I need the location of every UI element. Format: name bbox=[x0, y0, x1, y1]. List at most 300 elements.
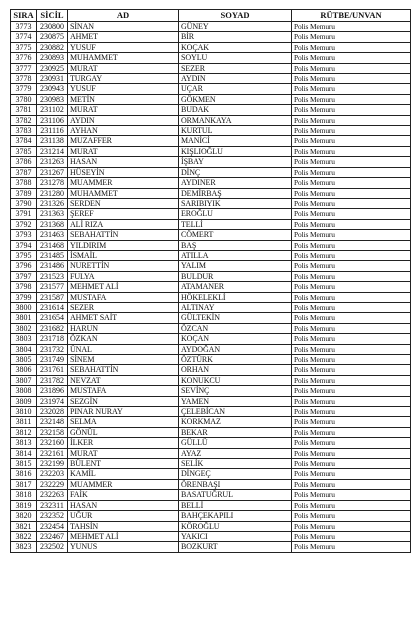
table-row bbox=[11, 63, 411, 73]
table-row bbox=[11, 323, 411, 333]
column-header-sira: SIRA bbox=[11, 10, 37, 22]
cell-sicil: 231485 bbox=[37, 250, 68, 260]
cell-ad: AHMET SAİT bbox=[68, 313, 179, 323]
cell-soyad: KONUKCU bbox=[179, 375, 292, 385]
cell-sira: 3793 bbox=[11, 230, 37, 240]
cell-soyad: ORHAN bbox=[179, 365, 292, 375]
cell-sira: 3823 bbox=[11, 542, 37, 552]
cell-ad: İSMAİL bbox=[68, 250, 179, 260]
cell-ad: PINAR NURAY bbox=[68, 407, 179, 417]
table-row bbox=[11, 448, 411, 458]
cell-soyad: MANİCİ bbox=[179, 136, 292, 146]
cell-rutbe: Polis Memuru bbox=[292, 136, 411, 146]
cell-rutbe: Polis Memuru bbox=[292, 459, 411, 469]
cell-sira: 3820 bbox=[11, 511, 37, 521]
cell-soyad: KURTUL bbox=[179, 126, 292, 136]
table-row bbox=[11, 53, 411, 63]
table-row bbox=[11, 292, 411, 302]
cell-sira: 3779 bbox=[11, 84, 37, 94]
cell-ad: SEZER bbox=[68, 302, 179, 312]
cell-rutbe: Polis Memuru bbox=[292, 230, 411, 240]
table-body bbox=[11, 22, 411, 553]
table-row bbox=[11, 209, 411, 219]
cell-sira: 3796 bbox=[11, 261, 37, 271]
cell-sira: 3809 bbox=[11, 396, 37, 406]
cell-sira: 3807 bbox=[11, 375, 37, 385]
cell-soyad: GÖKMEN bbox=[179, 94, 292, 104]
cell-ad: FULYA bbox=[68, 271, 179, 281]
cell-rutbe: Polis Memuru bbox=[292, 438, 411, 448]
cell-sira: 3783 bbox=[11, 126, 37, 136]
cell-soyad: BASATUĞRUL bbox=[179, 490, 292, 500]
table-row bbox=[11, 365, 411, 375]
table-row bbox=[11, 375, 411, 385]
cell-sira: 3814 bbox=[11, 448, 37, 458]
cell-soyad: SEZER bbox=[179, 63, 292, 73]
cell-sicil: 231614 bbox=[37, 302, 68, 312]
cell-sira: 3801 bbox=[11, 313, 37, 323]
cell-ad: SEBAHATTİN bbox=[68, 230, 179, 240]
table-row bbox=[11, 167, 411, 177]
cell-rutbe: Polis Memuru bbox=[292, 63, 411, 73]
cell-rutbe: Polis Memuru bbox=[292, 479, 411, 489]
cell-sira: 3794 bbox=[11, 240, 37, 250]
cell-sicil: 232263 bbox=[37, 490, 68, 500]
cell-soyad: ATAMANER bbox=[179, 282, 292, 292]
cell-soyad: SELİK bbox=[179, 459, 292, 469]
cell-sicil: 232148 bbox=[37, 417, 68, 427]
cell-sira: 3791 bbox=[11, 209, 37, 219]
cell-sicil: 232028 bbox=[37, 407, 68, 417]
cell-rutbe: Polis Memuru bbox=[292, 355, 411, 365]
cell-sicil: 230943 bbox=[37, 84, 68, 94]
cell-ad: MUAMMER bbox=[68, 479, 179, 489]
cell-sicil: 231102 bbox=[37, 105, 68, 115]
cell-ad: AYHAN bbox=[68, 126, 179, 136]
cell-soyad: DİNGEÇ bbox=[179, 469, 292, 479]
cell-soyad: KOÇAK bbox=[179, 42, 292, 52]
cell-soyad: SARIBIYIK bbox=[179, 198, 292, 208]
table-row bbox=[11, 105, 411, 115]
cell-sicil: 231486 bbox=[37, 261, 68, 271]
cell-sicil: 230931 bbox=[37, 74, 68, 84]
cell-soyad: ÖZCAN bbox=[179, 323, 292, 333]
cell-soyad: İŞBAY bbox=[179, 157, 292, 167]
cell-sicil: 232229 bbox=[37, 479, 68, 489]
cell-ad: YUSUF bbox=[68, 84, 179, 94]
cell-soyad: ATILLA bbox=[179, 250, 292, 260]
cell-sicil: 231718 bbox=[37, 334, 68, 344]
table-row bbox=[11, 490, 411, 500]
cell-ad: GÖNÜL bbox=[68, 427, 179, 437]
cell-ad: HÜSEYİN bbox=[68, 167, 179, 177]
cell-sicil: 231116 bbox=[37, 126, 68, 136]
table-row bbox=[11, 500, 411, 510]
cell-sira: 3817 bbox=[11, 479, 37, 489]
column-header-soyad: SOYAD bbox=[179, 10, 292, 22]
cell-sira: 3806 bbox=[11, 365, 37, 375]
cell-ad: UĞUR bbox=[68, 511, 179, 521]
table-row bbox=[11, 427, 411, 437]
table-row bbox=[11, 469, 411, 479]
cell-ad: NEVZAT bbox=[68, 375, 179, 385]
table-row bbox=[11, 22, 411, 32]
cell-sicil: 232161 bbox=[37, 448, 68, 458]
cell-sicil: 231138 bbox=[37, 136, 68, 146]
cell-rutbe: Polis Memuru bbox=[292, 511, 411, 521]
cell-sicil: 232352 bbox=[37, 511, 68, 521]
cell-sicil: 231587 bbox=[37, 292, 68, 302]
cell-ad: SİNEM bbox=[68, 355, 179, 365]
cell-rutbe: Polis Memuru bbox=[292, 313, 411, 323]
cell-rutbe: Polis Memuru bbox=[292, 250, 411, 260]
cell-soyad: TELLİ bbox=[179, 219, 292, 229]
cell-ad: AYDIN bbox=[68, 115, 179, 125]
cell-ad: SEZGİN bbox=[68, 396, 179, 406]
cell-sira: 3808 bbox=[11, 386, 37, 396]
cell-ad: TAHSİN bbox=[68, 521, 179, 531]
table-row bbox=[11, 479, 411, 489]
cell-ad: MURAT bbox=[68, 146, 179, 156]
cell-soyad: AYDOĞAN bbox=[179, 344, 292, 354]
cell-ad: METİN bbox=[68, 94, 179, 104]
cell-ad: ŞEREF bbox=[68, 209, 179, 219]
cell-sicil: 231654 bbox=[37, 313, 68, 323]
cell-rutbe: Polis Memuru bbox=[292, 115, 411, 125]
cell-rutbe: Polis Memuru bbox=[292, 292, 411, 302]
cell-sira: 3811 bbox=[11, 417, 37, 427]
cell-soyad: DEMİRBAŞ bbox=[179, 188, 292, 198]
cell-soyad: CÖMERT bbox=[179, 230, 292, 240]
column-header-ad: AD bbox=[68, 10, 179, 22]
cell-sira: 3785 bbox=[11, 146, 37, 156]
document-page bbox=[0, 9, 418, 553]
table-row bbox=[11, 115, 411, 125]
cell-sira: 3821 bbox=[11, 521, 37, 531]
cell-soyad: BELLİ bbox=[179, 500, 292, 510]
cell-ad: MUSTAFA bbox=[68, 386, 179, 396]
cell-rutbe: Polis Memuru bbox=[292, 146, 411, 156]
cell-rutbe: Polis Memuru bbox=[292, 469, 411, 479]
cell-soyad: KIŞLIOĞLU bbox=[179, 146, 292, 156]
cell-ad: TURGAY bbox=[68, 74, 179, 84]
cell-rutbe: Polis Memuru bbox=[292, 198, 411, 208]
cell-sira: 3813 bbox=[11, 438, 37, 448]
table-row bbox=[11, 511, 411, 521]
table-row bbox=[11, 240, 411, 250]
cell-ad: BÜLENT bbox=[68, 459, 179, 469]
cell-sira: 3774 bbox=[11, 32, 37, 42]
cell-rutbe: Polis Memuru bbox=[292, 94, 411, 104]
cell-sicil: 231682 bbox=[37, 323, 68, 333]
cell-sira: 3782 bbox=[11, 115, 37, 125]
cell-rutbe: Polis Memuru bbox=[292, 157, 411, 167]
cell-ad: ALİ RIZA bbox=[68, 219, 179, 229]
cell-sicil: 230875 bbox=[37, 32, 68, 42]
cell-ad: HARUN bbox=[68, 323, 179, 333]
cell-sicil: 230925 bbox=[37, 63, 68, 73]
cell-sicil: 231214 bbox=[37, 146, 68, 156]
cell-rutbe: Polis Memuru bbox=[292, 531, 411, 541]
cell-sicil: 231267 bbox=[37, 167, 68, 177]
cell-rutbe: Polis Memuru bbox=[292, 500, 411, 510]
cell-ad: SİNAN bbox=[68, 22, 179, 32]
table-row bbox=[11, 459, 411, 469]
cell-soyad: UÇAR bbox=[179, 84, 292, 94]
cell-sira: 3778 bbox=[11, 74, 37, 84]
cell-rutbe: Polis Memuru bbox=[292, 490, 411, 500]
table-row bbox=[11, 32, 411, 42]
table-row bbox=[11, 302, 411, 312]
cell-ad: YUNUS bbox=[68, 542, 179, 552]
cell-ad: MEHMET ALİ bbox=[68, 282, 179, 292]
cell-sira: 3799 bbox=[11, 292, 37, 302]
cell-rutbe: Polis Memuru bbox=[292, 126, 411, 136]
cell-sicil: 231577 bbox=[37, 282, 68, 292]
cell-sicil: 231896 bbox=[37, 386, 68, 396]
cell-soyad: BAŞ bbox=[179, 240, 292, 250]
cell-sira: 3818 bbox=[11, 490, 37, 500]
table-row bbox=[11, 417, 411, 427]
cell-sicil: 231974 bbox=[37, 396, 68, 406]
personnel-table bbox=[10, 9, 411, 553]
cell-sira: 3784 bbox=[11, 136, 37, 146]
cell-rutbe: Polis Memuru bbox=[292, 84, 411, 94]
table-row bbox=[11, 146, 411, 156]
cell-rutbe: Polis Memuru bbox=[292, 417, 411, 427]
cell-rutbe: Polis Memuru bbox=[292, 22, 411, 32]
cell-soyad: ÖRENBAŞI bbox=[179, 479, 292, 489]
cell-sicil: 231761 bbox=[37, 365, 68, 375]
cell-sicil: 231368 bbox=[37, 219, 68, 229]
cell-rutbe: Polis Memuru bbox=[292, 167, 411, 177]
cell-sicil: 230882 bbox=[37, 42, 68, 52]
cell-sira: 3819 bbox=[11, 500, 37, 510]
cell-rutbe: Polis Memuru bbox=[292, 344, 411, 354]
cell-sicil: 231749 bbox=[37, 355, 68, 365]
cell-rutbe: Polis Memuru bbox=[292, 188, 411, 198]
table-row bbox=[11, 407, 411, 417]
cell-rutbe: Polis Memuru bbox=[292, 448, 411, 458]
cell-rutbe: Polis Memuru bbox=[292, 386, 411, 396]
cell-soyad: KORKMAZ bbox=[179, 417, 292, 427]
cell-ad: MUSTAFA bbox=[68, 292, 179, 302]
cell-rutbe: Polis Memuru bbox=[292, 209, 411, 219]
table-row bbox=[11, 531, 411, 541]
cell-rutbe: Polis Memuru bbox=[292, 261, 411, 271]
cell-rutbe: Polis Memuru bbox=[292, 219, 411, 229]
cell-rutbe: Polis Memuru bbox=[292, 53, 411, 63]
table-row bbox=[11, 386, 411, 396]
cell-soyad: ÖZTÜRK bbox=[179, 355, 292, 365]
table-row bbox=[11, 94, 411, 104]
table-row bbox=[11, 261, 411, 271]
table-row bbox=[11, 42, 411, 52]
cell-rutbe: Polis Memuru bbox=[292, 365, 411, 375]
cell-rutbe: Polis Memuru bbox=[292, 542, 411, 552]
cell-sira: 3786 bbox=[11, 157, 37, 167]
cell-sira: 3773 bbox=[11, 22, 37, 32]
table-row bbox=[11, 230, 411, 240]
cell-rutbe: Polis Memuru bbox=[292, 302, 411, 312]
cell-ad: YUSUF bbox=[68, 42, 179, 52]
cell-soyad: ORMANKAYA bbox=[179, 115, 292, 125]
cell-sira: 3777 bbox=[11, 63, 37, 73]
cell-sicil: 232454 bbox=[37, 521, 68, 531]
cell-ad: SEBAHATTİN bbox=[68, 365, 179, 375]
cell-soyad: EROĞLU bbox=[179, 209, 292, 219]
cell-sicil: 231468 bbox=[37, 240, 68, 250]
cell-rutbe: Polis Memuru bbox=[292, 105, 411, 115]
cell-sicil: 231106 bbox=[37, 115, 68, 125]
cell-sira: 3789 bbox=[11, 188, 37, 198]
cell-sira: 3775 bbox=[11, 42, 37, 52]
cell-soyad: YALIM bbox=[179, 261, 292, 271]
cell-sira: 3812 bbox=[11, 427, 37, 437]
column-header-rutbe: RÜTBE/UNVAN bbox=[292, 10, 411, 22]
cell-ad: MUHAMMET bbox=[68, 53, 179, 63]
cell-rutbe: Polis Memuru bbox=[292, 396, 411, 406]
cell-sicil: 232311 bbox=[37, 500, 68, 510]
cell-rutbe: Polis Memuru bbox=[292, 375, 411, 385]
cell-soyad: AYAZ bbox=[179, 448, 292, 458]
cell-sicil: 232199 bbox=[37, 459, 68, 469]
cell-sicil: 232467 bbox=[37, 531, 68, 541]
cell-sira: 3805 bbox=[11, 355, 37, 365]
cell-sicil: 231280 bbox=[37, 188, 68, 198]
cell-sicil: 232160 bbox=[37, 438, 68, 448]
cell-rutbe: Polis Memuru bbox=[292, 427, 411, 437]
cell-sicil: 230800 bbox=[37, 22, 68, 32]
cell-sira: 3792 bbox=[11, 219, 37, 229]
cell-ad: HASAN bbox=[68, 500, 179, 510]
cell-sira: 3802 bbox=[11, 323, 37, 333]
table-row bbox=[11, 250, 411, 260]
cell-sira: 3822 bbox=[11, 531, 37, 541]
table-row bbox=[11, 313, 411, 323]
cell-rutbe: Polis Memuru bbox=[292, 521, 411, 531]
cell-soyad: BULDUR bbox=[179, 271, 292, 281]
cell-rutbe: Polis Memuru bbox=[292, 323, 411, 333]
table-row bbox=[11, 219, 411, 229]
cell-sira: 3790 bbox=[11, 198, 37, 208]
table-row bbox=[11, 438, 411, 448]
cell-rutbe: Polis Memuru bbox=[292, 32, 411, 42]
table-row bbox=[11, 178, 411, 188]
cell-soyad: SOYLU bbox=[179, 53, 292, 63]
cell-sira: 3788 bbox=[11, 178, 37, 188]
cell-sira: 3781 bbox=[11, 105, 37, 115]
cell-soyad: GÜNEY bbox=[179, 22, 292, 32]
cell-sicil: 231463 bbox=[37, 230, 68, 240]
cell-ad: ÜNAL bbox=[68, 344, 179, 354]
cell-soyad: YAMEN bbox=[179, 396, 292, 406]
cell-sira: 3815 bbox=[11, 459, 37, 469]
cell-soyad: HÖKELEKLİ bbox=[179, 292, 292, 302]
cell-sira: 3803 bbox=[11, 334, 37, 344]
cell-soyad: BEKAR bbox=[179, 427, 292, 437]
table-row bbox=[11, 126, 411, 136]
cell-ad: MUAMMER bbox=[68, 178, 179, 188]
cell-sicil: 231326 bbox=[37, 198, 68, 208]
cell-rutbe: Polis Memuru bbox=[292, 407, 411, 417]
cell-sicil: 230893 bbox=[37, 53, 68, 63]
cell-rutbe: Polis Memuru bbox=[292, 282, 411, 292]
table-header-row bbox=[11, 10, 411, 22]
table-row bbox=[11, 136, 411, 146]
cell-ad: MURAT bbox=[68, 448, 179, 458]
cell-ad: SELMA bbox=[68, 417, 179, 427]
cell-ad: MEHMET ALİ bbox=[68, 531, 179, 541]
cell-soyad: GÜLTEKİN bbox=[179, 313, 292, 323]
cell-sira: 3810 bbox=[11, 407, 37, 417]
cell-sira: 3800 bbox=[11, 302, 37, 312]
cell-ad: HASAN bbox=[68, 157, 179, 167]
cell-soyad: AYDIN bbox=[179, 74, 292, 84]
cell-soyad: KOÇAN bbox=[179, 334, 292, 344]
cell-sicil: 232502 bbox=[37, 542, 68, 552]
cell-soyad: ALTINAY bbox=[179, 302, 292, 312]
table-row bbox=[11, 355, 411, 365]
cell-ad: YILDIRIM bbox=[68, 240, 179, 250]
cell-sicil: 231523 bbox=[37, 271, 68, 281]
cell-rutbe: Polis Memuru bbox=[292, 271, 411, 281]
cell-ad: MURAT bbox=[68, 63, 179, 73]
cell-ad: MUHAMMET bbox=[68, 188, 179, 198]
cell-ad: FAİK bbox=[68, 490, 179, 500]
table-row bbox=[11, 521, 411, 531]
cell-sira: 3804 bbox=[11, 344, 37, 354]
cell-sira: 3776 bbox=[11, 53, 37, 63]
table-row bbox=[11, 74, 411, 84]
cell-sira: 3787 bbox=[11, 167, 37, 177]
cell-soyad: GÜLLÜ bbox=[179, 438, 292, 448]
cell-soyad: BOZKURT bbox=[179, 542, 292, 552]
cell-ad: KAMİL bbox=[68, 469, 179, 479]
cell-rutbe: Polis Memuru bbox=[292, 178, 411, 188]
table-row bbox=[11, 157, 411, 167]
table-row bbox=[11, 344, 411, 354]
cell-sicil: 232158 bbox=[37, 427, 68, 437]
cell-sira: 3780 bbox=[11, 94, 37, 104]
cell-ad: MURAT bbox=[68, 105, 179, 115]
cell-soyad: AYDINER bbox=[179, 178, 292, 188]
cell-sicil: 231782 bbox=[37, 375, 68, 385]
table-row bbox=[11, 542, 411, 552]
table-row bbox=[11, 188, 411, 198]
cell-rutbe: Polis Memuru bbox=[292, 74, 411, 84]
cell-soyad: SEVİNÇ bbox=[179, 386, 292, 396]
cell-soyad: YAKICI bbox=[179, 531, 292, 541]
cell-sira: 3816 bbox=[11, 469, 37, 479]
cell-ad: MUZAFFER bbox=[68, 136, 179, 146]
cell-soyad: BUDAK bbox=[179, 105, 292, 115]
cell-sicil: 231732 bbox=[37, 344, 68, 354]
cell-sira: 3798 bbox=[11, 282, 37, 292]
table-row bbox=[11, 282, 411, 292]
cell-sira: 3797 bbox=[11, 271, 37, 281]
cell-sicil: 231263 bbox=[37, 157, 68, 167]
table-row bbox=[11, 198, 411, 208]
cell-sicil: 232203 bbox=[37, 469, 68, 479]
cell-sicil: 230983 bbox=[37, 94, 68, 104]
table-row bbox=[11, 271, 411, 281]
cell-soyad: BAHÇEKAPILI bbox=[179, 511, 292, 521]
cell-sicil: 231278 bbox=[37, 178, 68, 188]
cell-soyad: BİR bbox=[179, 32, 292, 42]
cell-ad: NURETTİN bbox=[68, 261, 179, 271]
cell-ad: İLKER bbox=[68, 438, 179, 448]
